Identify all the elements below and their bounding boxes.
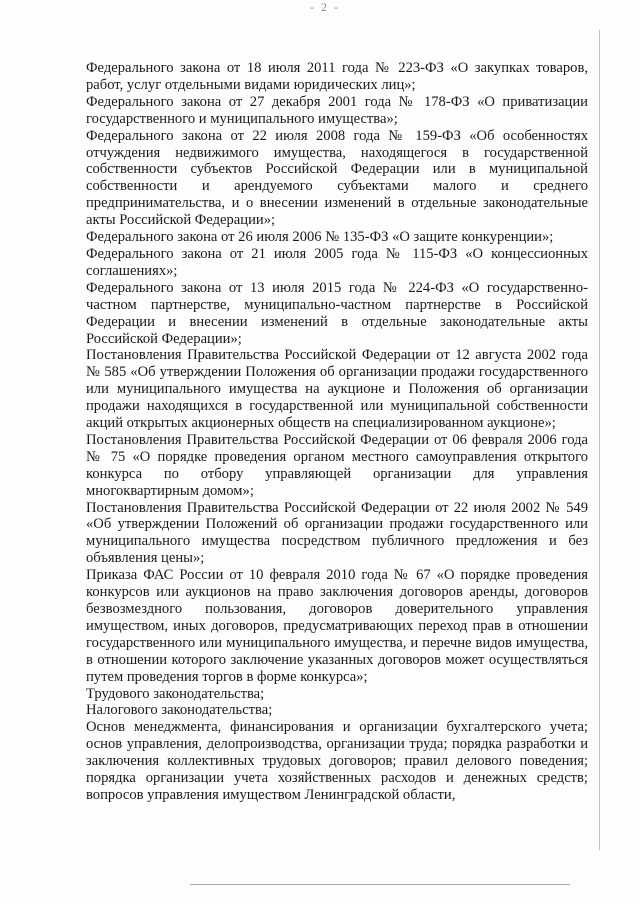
paragraph: Основ менеджмента, финансирования и организации бухгалтерского учета; основ управления, делопроизводства, организации труда; порядка разработки и заключения коллективных трудовых договоров; правил делового поведения; порядка организации учета хозяйственных расходов и денежных средств; вопросов управления имуществом Ленинградской области, <box>86 719 588 803</box>
paragraph: Постановления Правительства Российской Федерации от 22 июля 2002 № 549 «Об утверждении Положений об организации продажи государственного или муниципального имущества посредством публичного предложения и без объявления цены»; <box>86 499 588 567</box>
document-body <box>86 60 588 804</box>
paragraph: Федерального закона от 27 декабря 2001 года № 178-ФЗ «О приватизации государственного и муниципального имущества»; <box>86 93 588 127</box>
paragraph: Приказа ФАС России от 10 февраля 2010 года № 67 «О порядке проведения конкурсов или аукционов на право заключения договоров аренды, договоров безвозмездного пользования, договоров доверительного управления имуществом, иных договоров, предусматривающих переход прав в отношении государственного или муниципального имущества, и перечне видов имущества, в отношении которого заключение указанных договоров может осуществляться путем проведения торгов в форме конкурса»; <box>86 567 588 685</box>
paragraph: Федерального закона от 18 июля 2011 года № 223-ФЗ «О закупках товаров, работ, услуг отдельными видами юридических лиц»; <box>86 60 588 93</box>
paragraph: Постановления Правительства Российской Федерации от 12 августа 2002 года № 585 «Об утверждении Положения об организации продажи государственного или муниципального имущества на аукционе и Положения об организации продажи находящихся в государственной или муниципальной собственности акций открытых акционерных обществ на специализированном аукционе»; <box>86 347 588 432</box>
paragraph: Федерального закона от 21 июля 2005 года № 115-ФЗ «О концессионных соглашениях»; <box>86 245 588 279</box>
paragraph: Трудового законодательства; <box>86 685 265 702</box>
scan-edge-line-right <box>599 30 600 850</box>
paragraph: Постановления Правительства Российской Федерации от 06 февраля 2006 года № 75 «О порядке проведения органом местного самоуправления открытого конкурса по отбору управляющей организации для управления многоквартирным домом»; <box>86 431 588 499</box>
page-number: - 2 - <box>310 0 340 14</box>
scan-footer-line <box>190 884 570 885</box>
paragraph: Федерального закона от 22 июля 2008 года № 159-ФЗ «Об особенностях отчуждения недвижимого имущества, находящегося в государственной собственности субъектов Российской Федерации или в муниципальной собственности и арендуемого субъектами малого и среднего предпринимательства, и о внесении изменений в отдельные законодательные акты Российской Федерации»; <box>86 127 588 229</box>
paragraph: Федерального закона от 26 июля 2006 № 135-ФЗ «О защите конкуренции»; <box>86 229 554 246</box>
paragraph: Налогового законодательства; <box>86 702 273 719</box>
paragraph: Федерального закона от 13 июля 2015 года № 224-ФЗ «О государственно-частном партнерстве, муниципально-частном партнерстве в Российской Федерации и внесении изменений в отдельные законодательные акты Российской Федерации»; <box>86 279 588 347</box>
